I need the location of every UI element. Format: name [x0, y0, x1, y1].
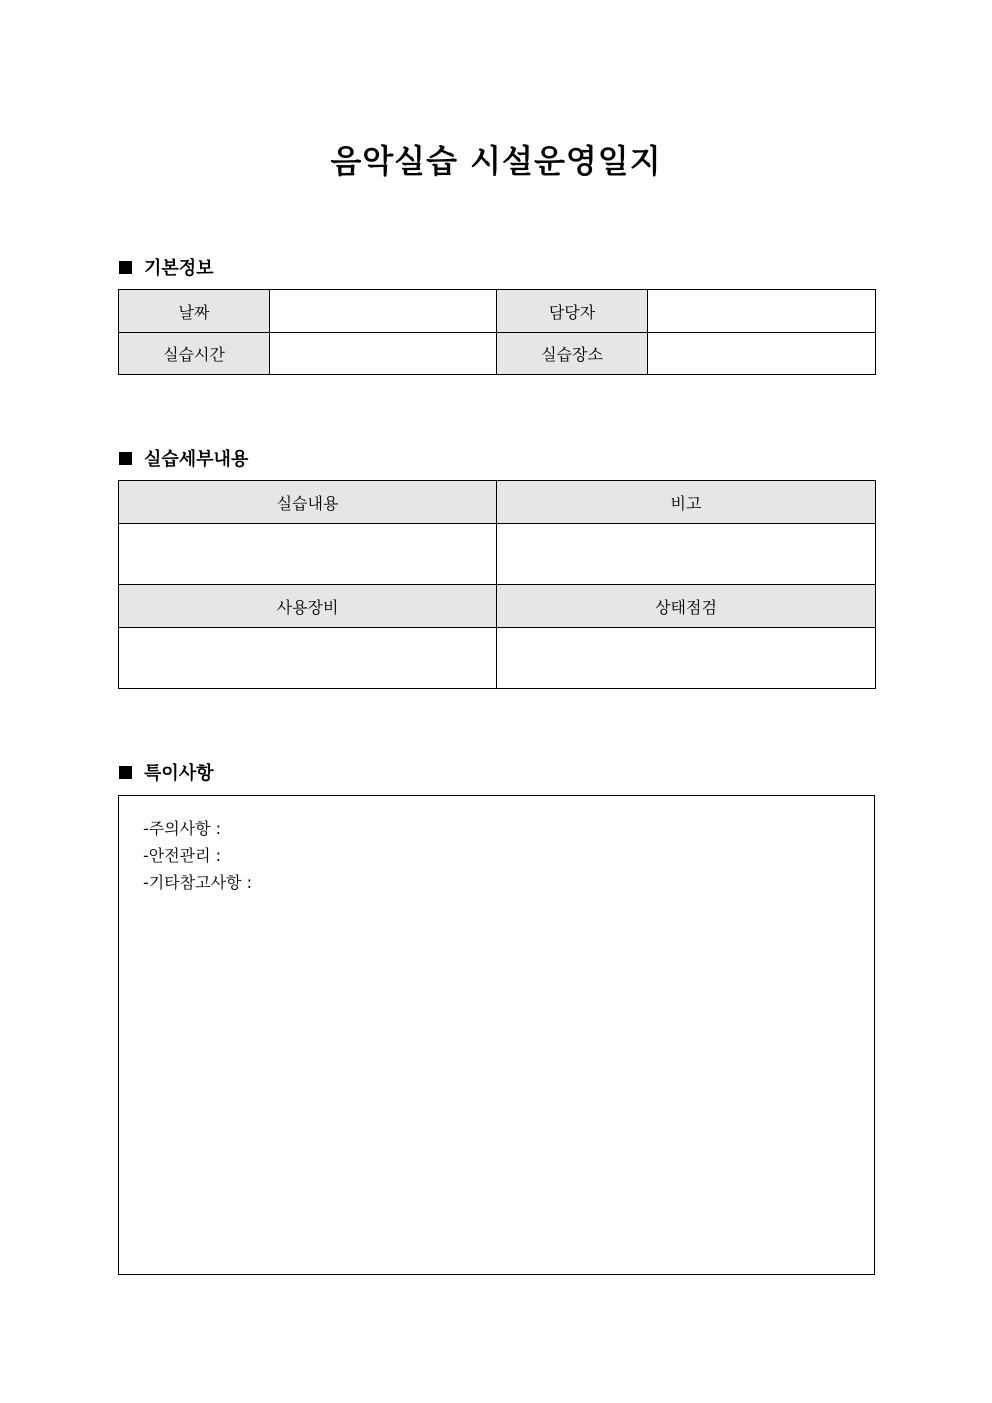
manager-field[interactable]	[648, 290, 876, 333]
section-heading-notes	[119, 759, 214, 785]
time-label: 실습시간	[119, 333, 270, 375]
remarks-field[interactable]	[497, 524, 876, 585]
square-bullet-icon	[119, 261, 132, 274]
remarks-label: 비고	[497, 481, 876, 524]
notes-box[interactable]	[118, 795, 875, 1275]
content-field[interactable]	[119, 524, 497, 585]
manager-label: 담당자	[497, 290, 648, 333]
note-other: -기타참고사항 :	[143, 873, 252, 892]
inspection-field[interactable]	[497, 628, 876, 689]
basic-info-table	[118, 289, 876, 375]
place-field[interactable]	[648, 333, 876, 375]
content-label: 실습내용	[119, 481, 497, 524]
equipment-label: 사용장비	[119, 585, 497, 628]
place-label: 실습장소	[497, 333, 648, 375]
section-heading-notes-label: 특이사항	[144, 763, 214, 784]
inspection-label: 상태점검	[497, 585, 876, 628]
square-bullet-icon	[119, 766, 132, 779]
section-heading-details-label: 실습세부내용	[144, 449, 249, 470]
page-title: 음악실습 시설운영일지	[330, 142, 662, 180]
section-heading-details	[119, 445, 248, 471]
note-safety: -안전관리 :	[143, 846, 222, 865]
section-heading-basic-label: 기본정보	[144, 258, 214, 279]
section-heading-basic	[119, 254, 214, 280]
date-label: 날짜	[119, 290, 270, 333]
details-table	[118, 480, 876, 689]
note-caution: -주의사항 :	[143, 819, 222, 838]
equipment-field[interactable]	[119, 628, 497, 689]
time-field[interactable]	[270, 333, 497, 375]
square-bullet-icon	[119, 452, 132, 465]
date-field[interactable]	[270, 290, 497, 333]
